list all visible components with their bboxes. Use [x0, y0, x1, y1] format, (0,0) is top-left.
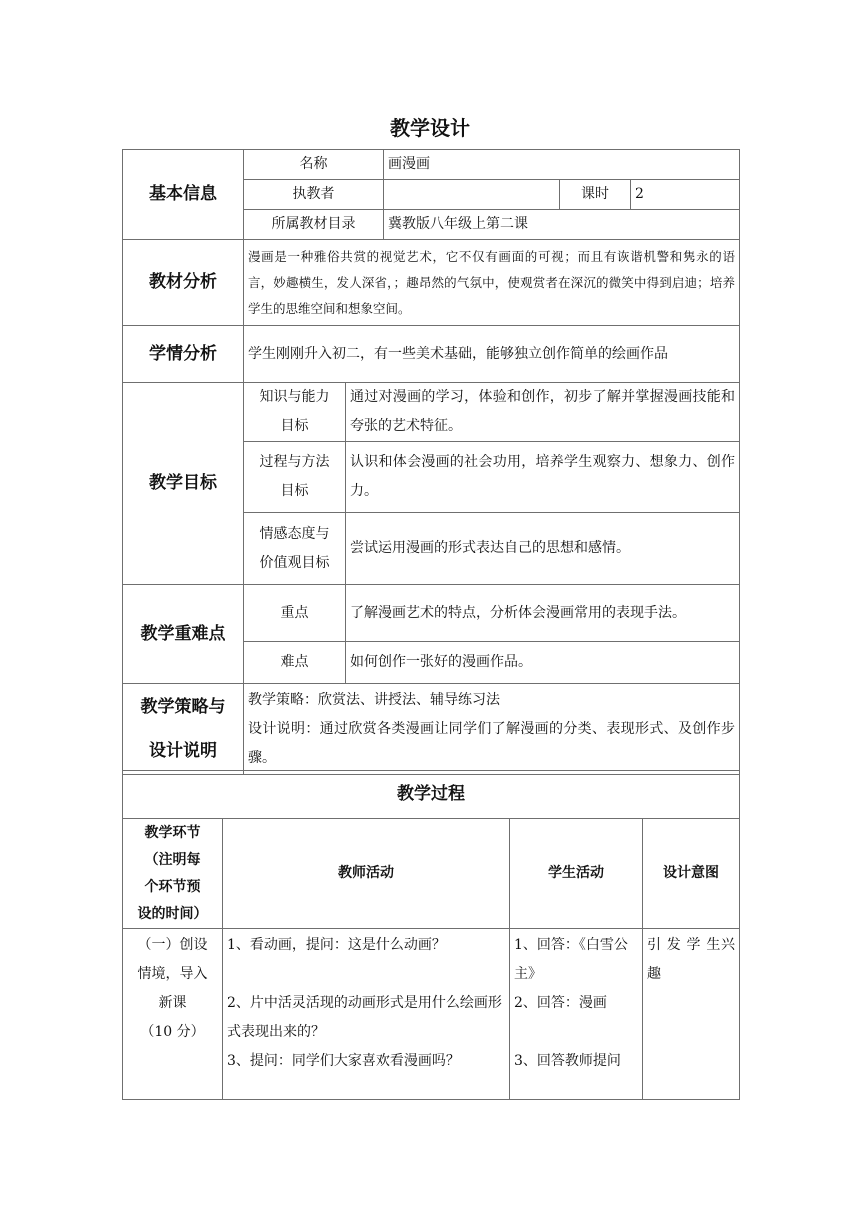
teacher-value [384, 180, 560, 210]
objective-text: 认识和体会漫画的社会功用，培养学生观察力、想象力、创作力。 [346, 442, 740, 513]
key-points-label: 教学重难点 [123, 585, 244, 684]
period-label: 课时 [560, 180, 631, 210]
objective-text: 通过对漫画的学习，体验和创作，初步了解并掌握漫画技能和夸张的艺术特征。 [346, 383, 740, 442]
stage-header: 教学环节 （注明每 个环节预 设的时间） [123, 819, 223, 929]
objective-name: 情感态度与 价值观目标 [244, 513, 346, 585]
strategy-text: 教学策略：欣赏法、讲授法、辅导练习法 [248, 691, 500, 708]
basic-info-label: 基本信息 [123, 150, 244, 240]
difficult-point-text: 如何创作一张好的漫画作品。 [346, 642, 740, 684]
teacher-label: 执教者 [244, 180, 384, 210]
objective-name: 过程与方法 目标 [244, 442, 346, 513]
design-note-text: 设计说明：通过欣赏各类漫画让同学们了解漫画的分类、表现形式、及创作步骤。 [248, 720, 735, 766]
key-point-text: 了解漫画艺术的特点，分析体会漫画常用的表现手法。 [346, 585, 740, 642]
name-label: 名称 [244, 150, 384, 180]
strategy-label: 教学策略与 设计说明 [123, 684, 244, 775]
student-activity-cell: 1、回答：《白雪公主》 2、回答：漫画 3、回答教师提问 [510, 929, 643, 1100]
design-table [122, 149, 740, 775]
objectives-label: 教学目标 [123, 383, 244, 585]
material-analysis-label: 教材分析 [123, 240, 244, 326]
process-title: 教学过程 [123, 771, 740, 819]
design-intent-header: 设计意图 [643, 819, 740, 929]
difficult-point-label: 难点 [244, 642, 346, 684]
page-title: 教学设计 [390, 116, 470, 140]
teacher-activity-cell: 1、看动画，提问：这是什么动画？ 2、片中活灵活现的动画形式是用什么绘画形式表现出来的？ 3、提问：同学们大家喜欢看漫画吗？ [223, 929, 510, 1100]
period-value: 2 [631, 180, 740, 210]
catalog-label: 所属教材目录 [244, 210, 384, 240]
student-activity-header: 学生活动 [510, 819, 643, 929]
teacher-activity-header: 教师活动 [223, 819, 510, 929]
stage-cell: （一）创设 情境，导入 新课 （10 分） [123, 929, 223, 1100]
process-table [122, 770, 740, 1100]
name-value: 画漫画 [384, 150, 740, 180]
key-point-label: 重点 [244, 585, 346, 642]
material-analysis-text: 漫画是一种雅俗共赏的视觉艺术，它不仅有画面的可视；而且有诙谐机警和隽永的语言，妙趣横生，发人深省，；趣昂然的气氛中，使观赏者在深沉的微笑中得到启迪；培养学生的思维空间和想象空间。 [244, 240, 740, 326]
objective-text: 尝试运用漫画的形式表达自己的思想和感情。 [346, 513, 740, 585]
student-analysis-text: 学生刚刚升入初二，有一些美术基础，能够独立创作简单的绘画作品 [244, 326, 740, 383]
catalog-value: 冀教版八年级上第二课 [384, 210, 740, 240]
student-analysis-label: 学情分析 [123, 326, 244, 383]
design-intent-cell: 引 发 学 生兴趣 [643, 929, 740, 1100]
objective-name: 知识与能力 目标 [244, 383, 346, 442]
